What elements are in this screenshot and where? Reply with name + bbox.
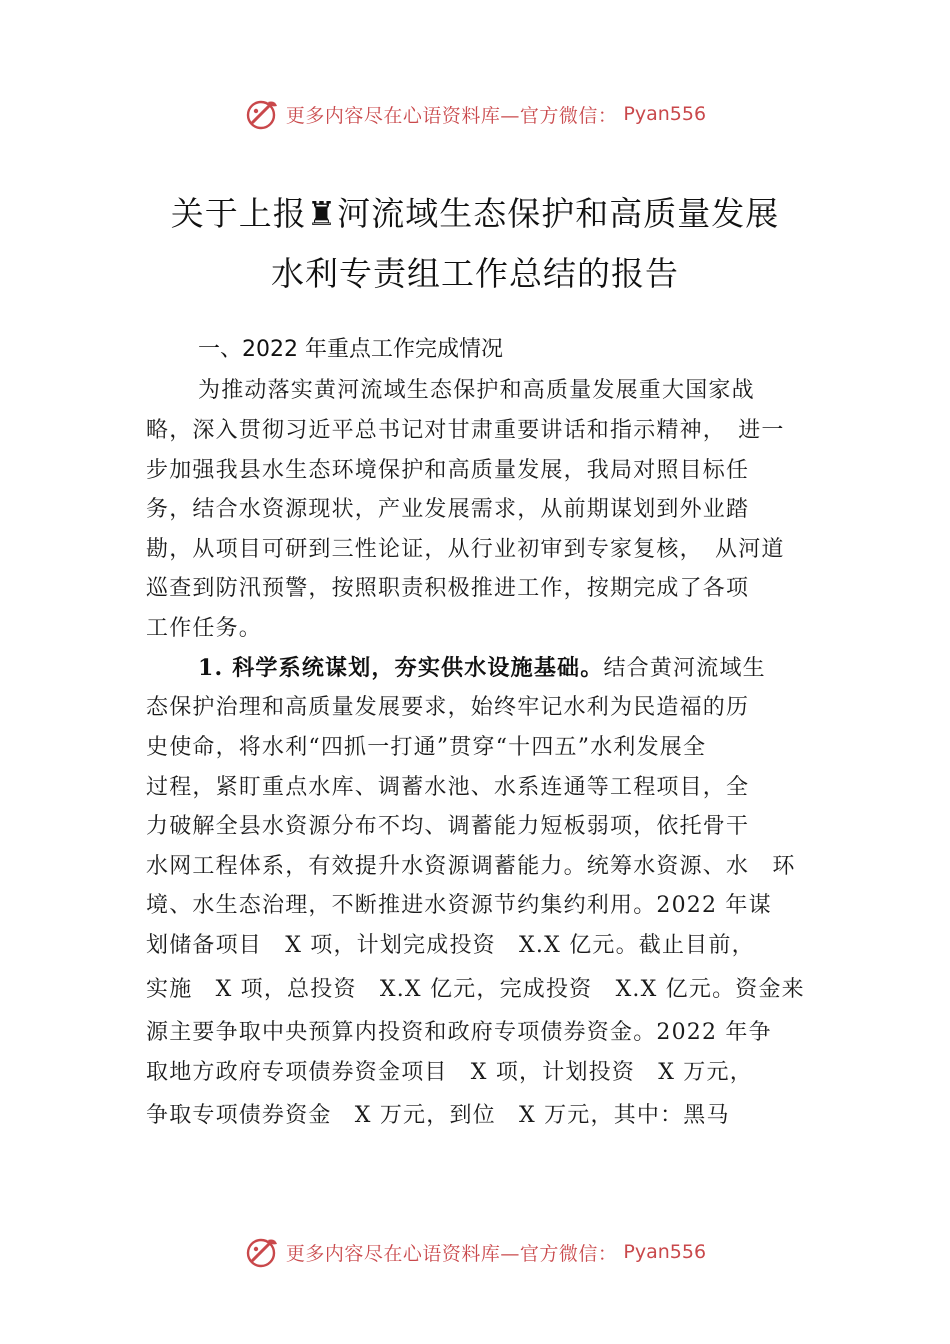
item1-line: 水网工程体系，有效提升水资源调蓄能力。统筹水资源、水 环: [146, 854, 796, 879]
item1-first-line: [198, 651, 766, 682]
banner-text: 更多内容尽在心语资料库—官方微信：: [285, 1242, 618, 1265]
document-title-line-1: 关于上报♜河流域生态保护和高质量发展: [170, 194, 780, 233]
banner-wechat-id: Pyan556: [623, 1241, 707, 1263]
document-title-line-2: 水利专责组工作总结的报告: [271, 254, 679, 293]
banner-text: 更多内容尽在心语资料库—官方微信：: [285, 104, 618, 127]
para1-line: 勘，从项目可研到三性论证，从行业初审到专家复核， 从河道: [146, 537, 785, 562]
para1-line: 工作任务。: [146, 616, 263, 641]
item1-heading: 1. 科学系统谋划，夯实供水设施基础。: [198, 655, 604, 681]
item1-line: 划储备项目 X 项，计划完成投资 X.X 亿元。截止目前，: [146, 933, 755, 958]
item1-line: 过程，紧盯重点水库、调蓄水池、水系连通等工程项目，全: [146, 775, 750, 800]
para1-line: 务，结合水资源现状，产业发展需求，从前期谋划到外业踏: [146, 497, 750, 522]
brush-logo-icon: [244, 1234, 280, 1270]
para1-line: 步加强我县水生态环境保护和高质量发展，我局对照目标任: [146, 458, 750, 483]
item1-line: 史使命，将水利“四抓一打通”贯穿“十四五”水利发展全: [146, 735, 707, 760]
item1-line: 源主要争取中央预算内投资和政府专项债券资金。2022 年争: [146, 1020, 772, 1045]
item1-line: 实施 X 项，总投资 X.X 亿元，完成投资 X.X 亿元。资金来: [146, 977, 805, 1002]
item1-line: 取地方政府专项债券资金项目 X 项，计划投资 X 万元，: [146, 1060, 753, 1085]
section-heading: 一、2022 年重点工作完成情况: [198, 337, 503, 362]
para1-line: 为推动落实黄河流域生态保护和高质量发展重大国家战: [198, 378, 755, 403]
item1-line: 态保护治理和高质量发展要求，始终牢记水利为民造福的历: [146, 695, 750, 720]
header-banner: [0, 94, 950, 134]
item1-first-rest: 结合黄河流域生: [603, 656, 766, 681]
item1-line: 境、水生态治理，不断推进水资源节约集约利用。2022 年谋: [146, 893, 772, 918]
footer-banner: [0, 1232, 950, 1272]
brush-logo-icon: [244, 96, 280, 132]
para1-line: 略，深入贯彻习近平总书记对甘肃重要讲话和指示精神， 进一: [146, 418, 785, 443]
para1-line: 巡查到防汛预警，按照职责积极推进工作，按期完成了各项: [146, 576, 750, 601]
item1-line: 争取专项债券资金 X 万元，到位 X 万元，其中：黑马: [146, 1103, 730, 1128]
banner-wechat-id: Pyan556: [623, 103, 707, 125]
item1-line: 力破解全县水资源分布不均、调蓄能力短板弱项，依托骨干: [146, 814, 750, 839]
